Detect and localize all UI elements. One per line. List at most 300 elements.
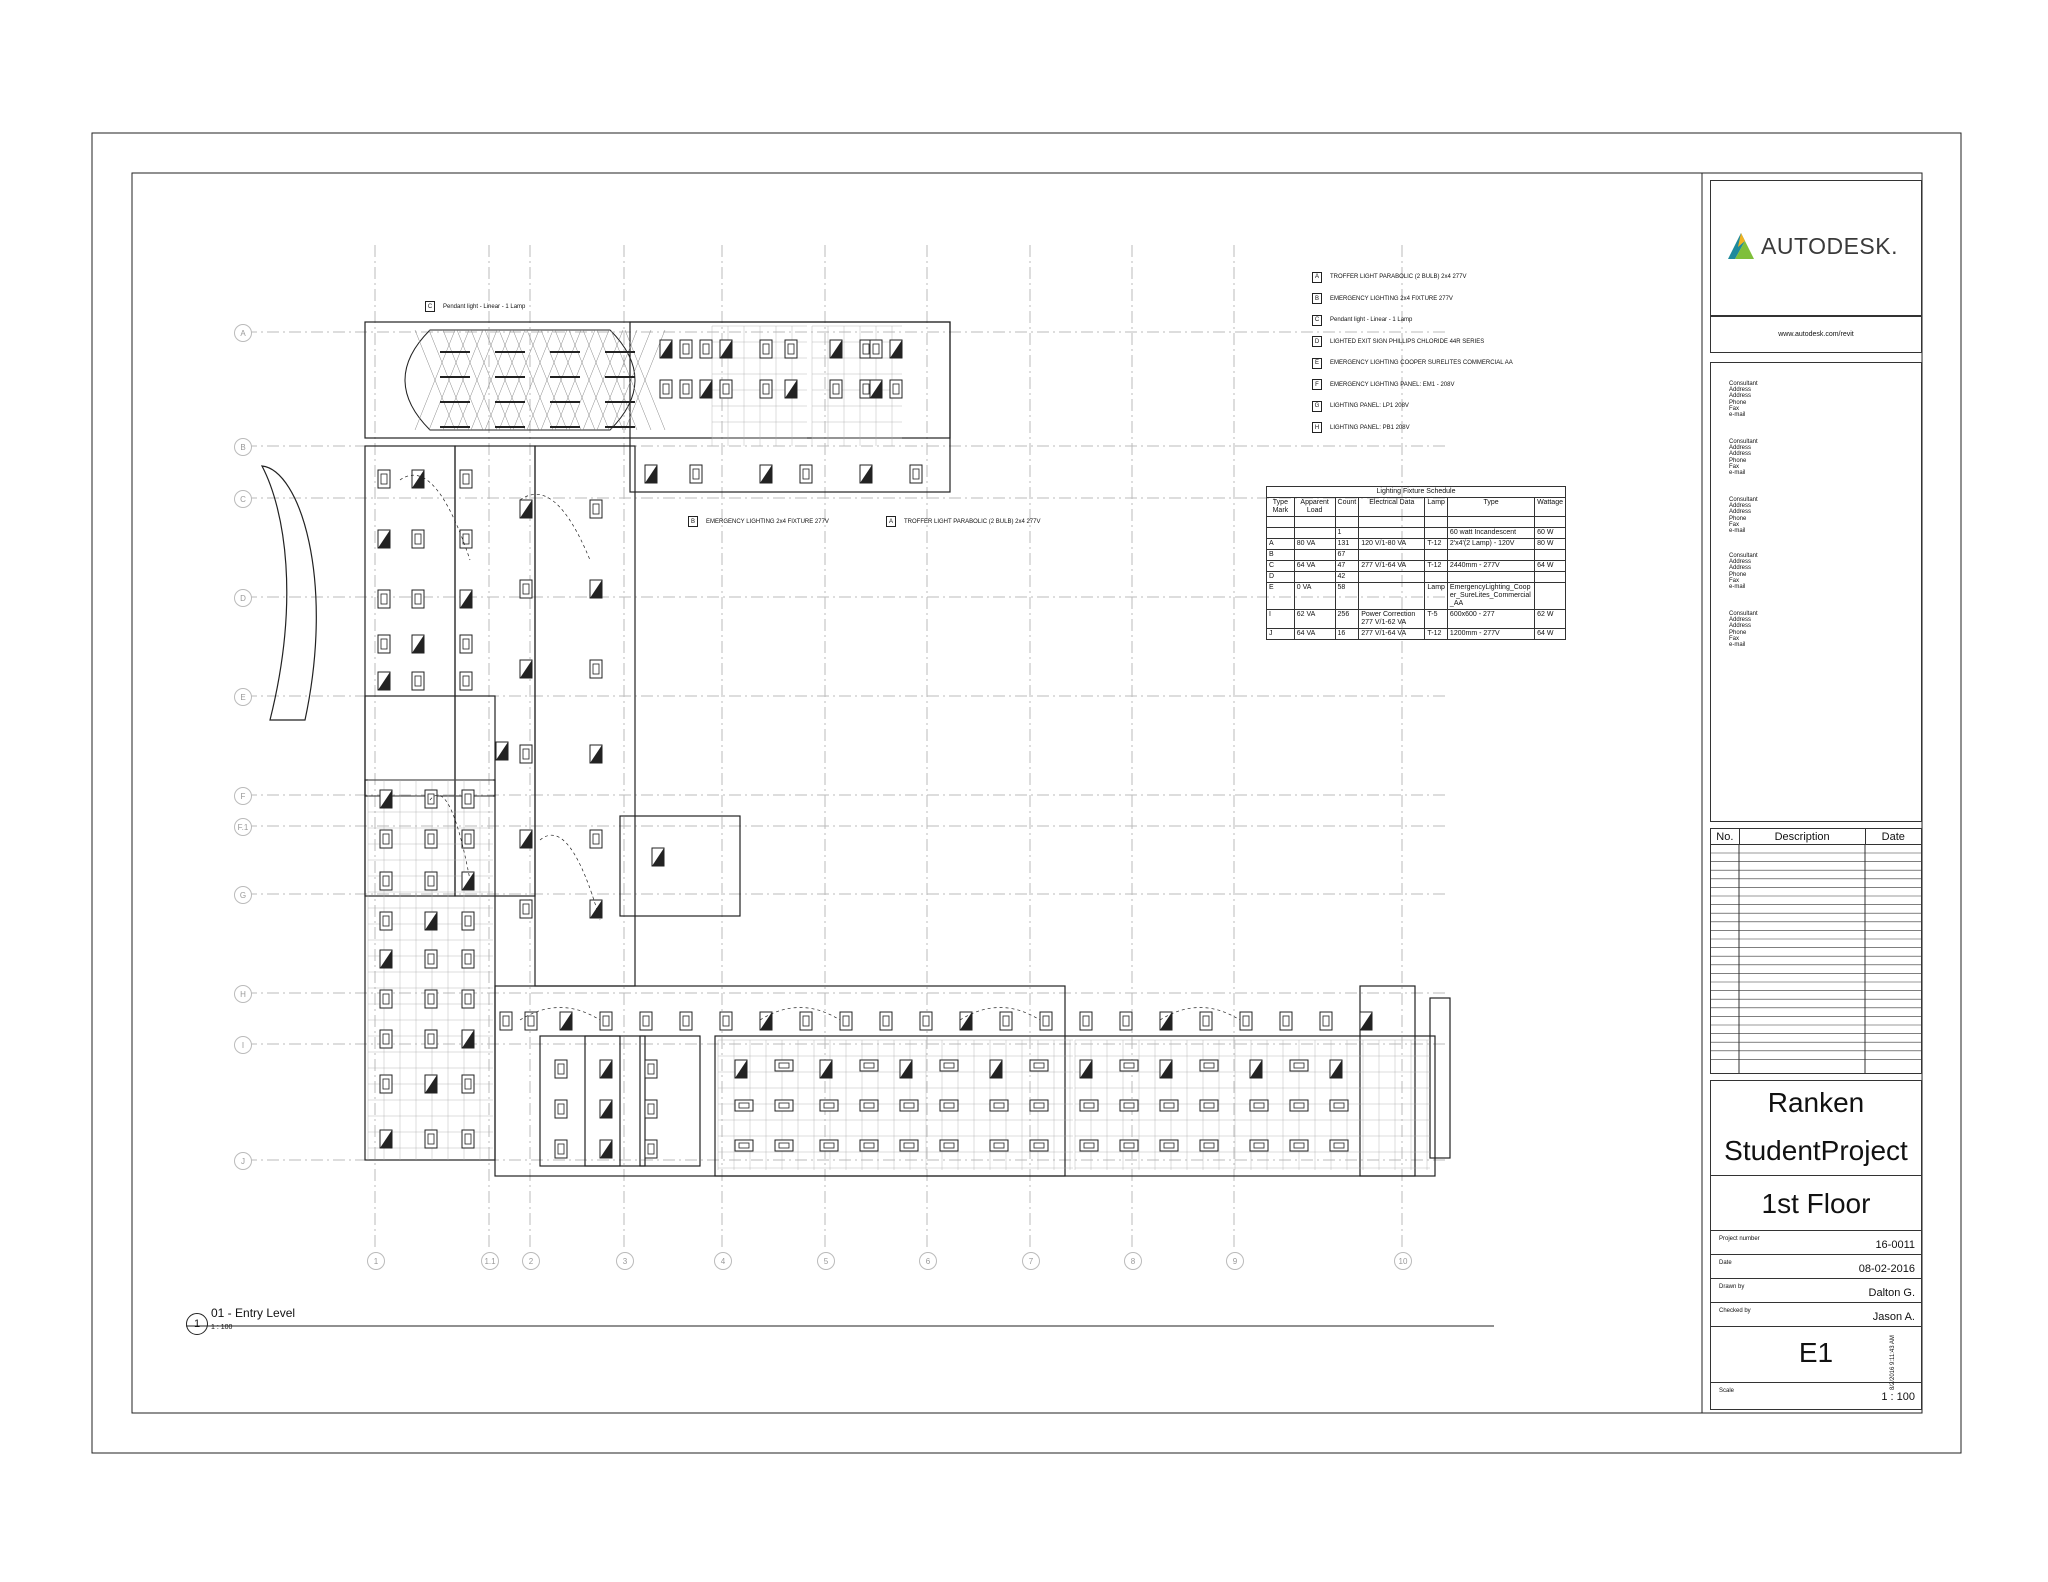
- schedule-cell: T-12: [1425, 629, 1448, 640]
- light-fixture: [700, 340, 712, 358]
- callout-mark: C: [425, 301, 435, 312]
- legend-label: LIGHTED EXIT SIGN PHILLIPS CHLORIDE 44R SERIES: [1330, 338, 1485, 345]
- schedule-cell: [1535, 583, 1566, 610]
- schedule-cell: 64 VA: [1294, 629, 1335, 640]
- light-fixture: [380, 1130, 392, 1148]
- light-fixture: [900, 1060, 912, 1078]
- schedule-cell: 64 W: [1535, 629, 1566, 640]
- light-fixture: [1120, 1100, 1138, 1111]
- light-fixture: [520, 660, 532, 678]
- legend-mark: G: [1312, 401, 1322, 412]
- light-fixture: [1360, 1012, 1372, 1030]
- light-fixture: [380, 1075, 392, 1093]
- light-fixture: [880, 1012, 892, 1030]
- light-fixture: [1240, 1012, 1252, 1030]
- light-fixture: [460, 672, 472, 690]
- light-fixture: [425, 990, 437, 1008]
- light-fixture: [1320, 1012, 1332, 1030]
- light-fixture: [700, 380, 712, 398]
- light-fixture: [940, 1100, 958, 1111]
- callout-label: EMERGENCY LIGHTING 2x4 FIXTURE 277V: [706, 518, 829, 525]
- schedule-cell: C: [1267, 561, 1295, 572]
- sheet-number: E1: [1798, 1337, 1834, 1368]
- light-fixture: [720, 380, 732, 398]
- grid-bubble-row: J: [234, 1152, 252, 1170]
- consultant-line: Fax: [1729, 635, 1740, 642]
- schedule-cell: [1425, 572, 1448, 583]
- light-fixture: [462, 950, 474, 968]
- grid-bubble-col: 10: [1394, 1252, 1412, 1270]
- schedule-body: [1267, 517, 1566, 640]
- light-fixture: [1200, 1012, 1212, 1030]
- schedule-row: [1267, 629, 1566, 640]
- consultant-line: e-mail: [1729, 412, 1746, 419]
- light-fixture: [590, 745, 602, 763]
- light-fixture: [820, 1140, 838, 1151]
- schedule-header-cell: Apparent Load: [1294, 498, 1335, 517]
- schedule-cell: [1294, 550, 1335, 561]
- schedule-cell: E: [1267, 583, 1295, 610]
- grid-bubble-row: D: [234, 589, 252, 607]
- legend-mark: B: [1312, 293, 1322, 304]
- light-fixture: [900, 1100, 918, 1111]
- light-fixture: [412, 530, 424, 548]
- schedule-cell: [1359, 528, 1425, 539]
- view-scale: 1 : 100: [211, 1324, 233, 1331]
- project-name-line-2: StudentProject: [1724, 1135, 1908, 1166]
- schedule-spacer-row: [1267, 517, 1566, 528]
- light-fixture: [1030, 1140, 1048, 1151]
- light-fixture: [520, 745, 532, 763]
- schedule-cell: D: [1267, 572, 1295, 583]
- consultant-line: Consultant: [1729, 611, 1758, 617]
- light-fixture: [860, 465, 872, 483]
- light-fixture: [380, 872, 392, 890]
- consultant-line: e-mail: [1729, 528, 1746, 535]
- light-fixture: [990, 1100, 1008, 1111]
- consultant-line: Address: [1729, 565, 1752, 572]
- grid-bubble-col: 3: [616, 1252, 634, 1270]
- scale-value: 1 : 100: [1881, 1391, 1915, 1403]
- light-fixture: [1250, 1060, 1262, 1078]
- drawn-by-field: [1711, 1278, 1921, 1303]
- light-fixture: [940, 1060, 958, 1071]
- entry-canopy: [262, 466, 316, 720]
- light-fixture: [830, 380, 842, 398]
- light-fixture: [520, 500, 532, 518]
- consultant-block: [1729, 611, 1758, 648]
- schedule-cell: T-5: [1425, 610, 1448, 629]
- light-fixture: [1080, 1012, 1092, 1030]
- schedule-header-cell: Count: [1335, 498, 1359, 517]
- legend-label: TROFFER LIGHT PARABOLIC (2 BULB) 2x4 277V: [1330, 274, 1467, 280]
- light-fixture: [690, 465, 702, 483]
- legend-label: EMERGENCY LIGHTING COOPER SURELITES COMMERCIAL AA: [1330, 360, 1513, 366]
- schedule-cell: 62 VA: [1294, 610, 1335, 629]
- legend-mark: H: [1312, 422, 1322, 433]
- light-fixture: [590, 830, 602, 848]
- light-fixture: [1250, 1100, 1268, 1111]
- lighting-fixture-schedule: [1266, 486, 1566, 640]
- grid-bubble-row: G: [234, 886, 252, 904]
- wall: [365, 696, 495, 796]
- light-fixture: [890, 340, 902, 358]
- brand-url: www.autodesk.com/revit: [1710, 315, 1922, 353]
- conference-room: [405, 330, 635, 430]
- consultant-line: Phone: [1729, 515, 1747, 522]
- schedule-cell: 131: [1335, 539, 1359, 550]
- schedule-cell: Lamp: [1425, 583, 1448, 610]
- drawn-by-label: Drawn by: [1719, 1284, 1745, 1290]
- light-fixture: [600, 1100, 612, 1118]
- legend-mark: E: [1312, 358, 1322, 369]
- grid-bubble-col: 1.1: [481, 1252, 499, 1270]
- revision-table: [1710, 828, 1922, 1074]
- schedule-cell: J: [1267, 629, 1295, 640]
- light-fixture: [1200, 1140, 1218, 1151]
- date-value: 08-02-2016: [1858, 1263, 1915, 1275]
- legend-label: EMERGENCY LIGHTING 2x4 FIXTURE 277V: [1330, 295, 1453, 302]
- light-fixture: [462, 1130, 474, 1148]
- light-fixture: [380, 990, 392, 1008]
- grid-bubble-row: I: [234, 1036, 252, 1054]
- schedule-cell: 256: [1335, 610, 1359, 629]
- light-fixture: [600, 1012, 612, 1030]
- light-fixture: [900, 1140, 918, 1151]
- schedule-row: [1267, 610, 1566, 629]
- consultant-line: Fax: [1729, 463, 1740, 470]
- grid-bubble-row: E: [234, 688, 252, 706]
- light-fixture: [425, 950, 437, 968]
- schedule-cell: [1359, 583, 1425, 610]
- light-fixture: [520, 580, 532, 598]
- light-fixture: [1330, 1100, 1348, 1111]
- light-fixture: [590, 900, 602, 918]
- light-fixture: [680, 1012, 692, 1030]
- schedule-cell: 64 VA: [1294, 561, 1335, 572]
- light-fixture: [1120, 1140, 1138, 1151]
- light-fixture: [462, 1030, 474, 1048]
- light-fixture: [425, 872, 437, 890]
- schedule-cell: [1294, 528, 1335, 539]
- light-fixture: [660, 380, 672, 398]
- schedule-row: [1267, 528, 1566, 539]
- light-fixture: [1280, 1012, 1292, 1030]
- light-fixture: [378, 530, 390, 548]
- schedule-cell: T-12: [1425, 539, 1448, 550]
- consultant-line: Phone: [1729, 629, 1747, 636]
- schedule-cell: 2'x4'(2 Lamp) - 120V: [1447, 539, 1534, 550]
- light-fixture: [680, 340, 692, 358]
- schedule-cell: 58: [1335, 583, 1359, 610]
- consultant-block: [1729, 439, 1758, 476]
- date-field: [1711, 1254, 1921, 1279]
- wall: [365, 446, 455, 896]
- light-fixture: [460, 590, 472, 608]
- grid-bubble-row: F.1: [234, 818, 252, 836]
- schedule-cell: I: [1267, 610, 1295, 629]
- date-label: Date: [1719, 1260, 1732, 1266]
- schedule-cell: 120 V/1-80 VA: [1359, 539, 1425, 550]
- schedule-cell: EmergencyLighting_Cooper_SureLites_Commercial_AA: [1447, 583, 1534, 610]
- light-fixture: [920, 1012, 932, 1030]
- light-fixture: [785, 380, 797, 398]
- light-fixture: [412, 590, 424, 608]
- consultant-line: Address: [1729, 387, 1752, 394]
- grid-bubble-col: 1: [367, 1252, 385, 1270]
- consultant-line: Address: [1729, 617, 1752, 624]
- light-fixture: [680, 380, 692, 398]
- schedule-header-cell: Wattage: [1535, 498, 1566, 517]
- light-fixture: [500, 1012, 512, 1030]
- light-fixture: [775, 1060, 793, 1071]
- schedule-row: [1267, 539, 1566, 550]
- revision-no-header: No.: [1711, 829, 1740, 844]
- light-fixture: [460, 470, 472, 488]
- project-name-line-1: Ranken: [1767, 1087, 1865, 1118]
- light-fixture: [1290, 1060, 1308, 1071]
- consultant-line: Phone: [1729, 457, 1747, 464]
- schedule-cell: [1267, 528, 1295, 539]
- legend-row: [1312, 270, 1467, 284]
- schedule-cell: 80 W: [1535, 539, 1566, 550]
- light-fixture: [1160, 1012, 1172, 1030]
- light-fixture: [1120, 1060, 1138, 1071]
- light-fixture: [840, 1012, 852, 1030]
- print-timestamp: 8/2/2016 9:11:43 AM: [1890, 1335, 1896, 1390]
- light-fixture: [720, 1012, 732, 1030]
- schedule-row: [1267, 572, 1566, 583]
- schedule-cell: 277 V/1-64 VA: [1359, 561, 1425, 572]
- light-fixture: [860, 1140, 878, 1151]
- schedule-cell: [1425, 528, 1448, 539]
- wall: [1430, 998, 1450, 1158]
- light-fixture: [1030, 1100, 1048, 1111]
- light-fixture: [425, 1075, 437, 1093]
- schedule-cell: [1294, 572, 1335, 583]
- light-fixture: [460, 530, 472, 548]
- schedule-cell: 2440mm - 277V: [1447, 561, 1534, 572]
- legend-label: Pendant light - Linear - 1 Lamp: [1330, 317, 1413, 323]
- sheet-inner-border: [132, 173, 1922, 1413]
- light-fixture: [720, 340, 732, 358]
- light-fixture: [425, 912, 437, 930]
- light-fixture: [462, 990, 474, 1008]
- schedule-cell: A: [1267, 539, 1295, 550]
- consultant-line: Fax: [1729, 405, 1740, 412]
- grid-bubble-row: C: [234, 490, 252, 508]
- legend-row: [1312, 399, 1409, 413]
- grid-bubble-col: 6: [919, 1252, 937, 1270]
- revision-rows: [1711, 845, 1921, 1073]
- legend-mark: A: [1312, 272, 1322, 283]
- legend-label: LIGHTING PANEL: LP1 208V: [1330, 403, 1409, 409]
- schedule-cell: 47: [1335, 561, 1359, 572]
- light-fixture: [785, 340, 797, 358]
- grid-bubble-row: H: [234, 985, 252, 1003]
- sheet-name: 1st Floor: [1761, 1188, 1871, 1219]
- light-fixture: [1330, 1140, 1348, 1151]
- schedule-cell: [1535, 550, 1566, 561]
- schedule-cell: 600x600 - 277: [1447, 610, 1534, 629]
- consultant-block: [1729, 553, 1758, 590]
- light-fixture: [960, 1012, 972, 1030]
- light-fixture: [760, 380, 772, 398]
- light-fixture: [735, 1140, 753, 1151]
- legend-row: [1312, 313, 1412, 327]
- light-fixture: [830, 340, 842, 358]
- light-fixture: [425, 830, 437, 848]
- light-fixture: [525, 1012, 537, 1030]
- consultant-line: Address: [1729, 503, 1752, 510]
- schedule-cell: 16: [1335, 629, 1359, 640]
- schedule-cell: T-12: [1425, 561, 1448, 572]
- schedule-cell: 60 watt Incandescent: [1447, 528, 1534, 539]
- light-fixture: [378, 470, 390, 488]
- light-fixture: [760, 465, 772, 483]
- schedule-row: [1267, 583, 1566, 610]
- consultant-line: Consultant: [1729, 439, 1758, 445]
- light-fixture: [645, 1100, 657, 1118]
- light-fixture: [560, 1012, 572, 1030]
- schedule-cell: Power Correction 277 V/1-62 VA: [1359, 610, 1425, 629]
- revision-date-header: Date: [1881, 830, 1905, 843]
- light-fixture: [520, 900, 532, 918]
- revision-header: [1711, 829, 1921, 845]
- schedule-cell: [1535, 572, 1566, 583]
- light-fixture: [590, 580, 602, 598]
- light-fixture: [1080, 1100, 1098, 1111]
- light-fixture: [940, 1140, 958, 1151]
- drawn-by-value: Dalton G.: [1868, 1287, 1915, 1299]
- light-fixture: [1290, 1100, 1308, 1111]
- callout-pendant: [425, 301, 525, 312]
- grid-bubble-col: 7: [1022, 1252, 1040, 1270]
- legend-row: [1312, 335, 1484, 349]
- light-fixture: [1040, 1012, 1052, 1030]
- light-fixture: [555, 1060, 567, 1078]
- checked-by-value: Jason A.: [1872, 1311, 1915, 1323]
- light-fixture: [800, 1012, 812, 1030]
- light-fixture: [1160, 1060, 1172, 1078]
- schedule-title: Lighting Fixture Schedule: [1267, 487, 1566, 498]
- callout-mark: A: [886, 516, 896, 527]
- legend-mark: F: [1312, 379, 1322, 390]
- grid-bubble-row: B: [234, 438, 252, 456]
- consultant-line: Address: [1729, 623, 1752, 630]
- light-fixture: [890, 380, 902, 398]
- light-fixture: [870, 340, 882, 358]
- light-fixture: [412, 672, 424, 690]
- schedule-cell: 67: [1335, 550, 1359, 561]
- consultant-line: Address: [1729, 451, 1752, 458]
- grid-bubble-col: 8: [1124, 1252, 1142, 1270]
- schedule-row: [1267, 561, 1566, 572]
- project-number-value: 16-0011: [1875, 1239, 1915, 1251]
- light-fixture: [462, 830, 474, 848]
- schedule-row: [1267, 550, 1566, 561]
- legend-mark: C: [1312, 315, 1322, 326]
- light-fixture: [380, 950, 392, 968]
- schedule-cell: 64 W: [1535, 561, 1566, 572]
- light-fixture: [1200, 1060, 1218, 1071]
- schedule-cell: B: [1267, 550, 1295, 561]
- project-number-label: Project number: [1719, 1236, 1760, 1242]
- logo-panel: [1710, 180, 1922, 317]
- light-fixture: [555, 1140, 567, 1158]
- light-fixture: [590, 660, 602, 678]
- light-fixture: [412, 635, 424, 653]
- schedule-cell: [1447, 550, 1534, 561]
- light-fixture: [660, 340, 672, 358]
- light-fixture: [870, 380, 882, 398]
- light-fixture: [645, 1060, 657, 1078]
- legend-label: LIGHTING PANEL: PB1 208V: [1330, 424, 1410, 431]
- light-fixture: [412, 470, 424, 488]
- light-fixture: [462, 1075, 474, 1093]
- light-fixture: [462, 790, 474, 808]
- consultant-line: Consultant: [1729, 553, 1758, 559]
- callout-emergency: [688, 516, 829, 527]
- light-fixture: [760, 340, 772, 358]
- callout-troffer: [886, 516, 1041, 527]
- light-fixture: [652, 848, 664, 866]
- light-fixture: [460, 635, 472, 653]
- legend-mark: D: [1312, 336, 1322, 347]
- light-fixture: [860, 1060, 878, 1071]
- legend-row: [1312, 421, 1410, 435]
- schedule-header-cell: Type Mark: [1267, 498, 1295, 517]
- light-fixture: [1000, 1012, 1012, 1030]
- legend-row: [1312, 356, 1513, 370]
- consultants-panel: [1710, 362, 1922, 822]
- light-fixture: [600, 1140, 612, 1158]
- consultant-line: Consultant: [1729, 381, 1758, 387]
- consultant-line: Phone: [1729, 399, 1747, 406]
- light-fixture: [645, 1140, 657, 1158]
- light-fixture: [425, 1130, 437, 1148]
- callout-mark: B: [688, 516, 698, 527]
- light-fixture: [1030, 1060, 1048, 1071]
- autodesk-logo-icon: [1726, 231, 1756, 261]
- schedule-cell: [1359, 550, 1425, 561]
- light-fixture: [775, 1140, 793, 1151]
- light-fixture: [910, 465, 922, 483]
- light-fixture: [590, 500, 602, 518]
- schedule-cell: 1200mm - 277V: [1447, 629, 1534, 640]
- light-fixture: [520, 830, 532, 848]
- consultant-line: Fax: [1729, 521, 1740, 528]
- view-number-bubble: 1: [186, 1313, 208, 1335]
- light-fixture: [462, 872, 474, 890]
- brand-name: AUTODESK.: [1761, 233, 1898, 259]
- light-fixture: [735, 1060, 747, 1078]
- light-fixture: [380, 912, 392, 930]
- light-fixture: [990, 1060, 1002, 1078]
- light-fixture: [555, 1100, 567, 1118]
- schedule-header-row: [1267, 498, 1566, 517]
- schedule-header-cell: Lamp: [1425, 498, 1448, 517]
- light-fixture: [1200, 1100, 1218, 1111]
- light-fixture: [1290, 1140, 1308, 1151]
- schedule-header-cell: Electrical Data: [1359, 498, 1425, 517]
- light-fixture: [820, 1100, 838, 1111]
- light-fixture: [378, 635, 390, 653]
- light-fixture: [1250, 1140, 1268, 1151]
- consultant-line: Consultant: [1729, 497, 1758, 503]
- callout-label: Pendant light - Linear - 1 Lamp: [443, 303, 526, 310]
- light-fixture: [380, 790, 392, 808]
